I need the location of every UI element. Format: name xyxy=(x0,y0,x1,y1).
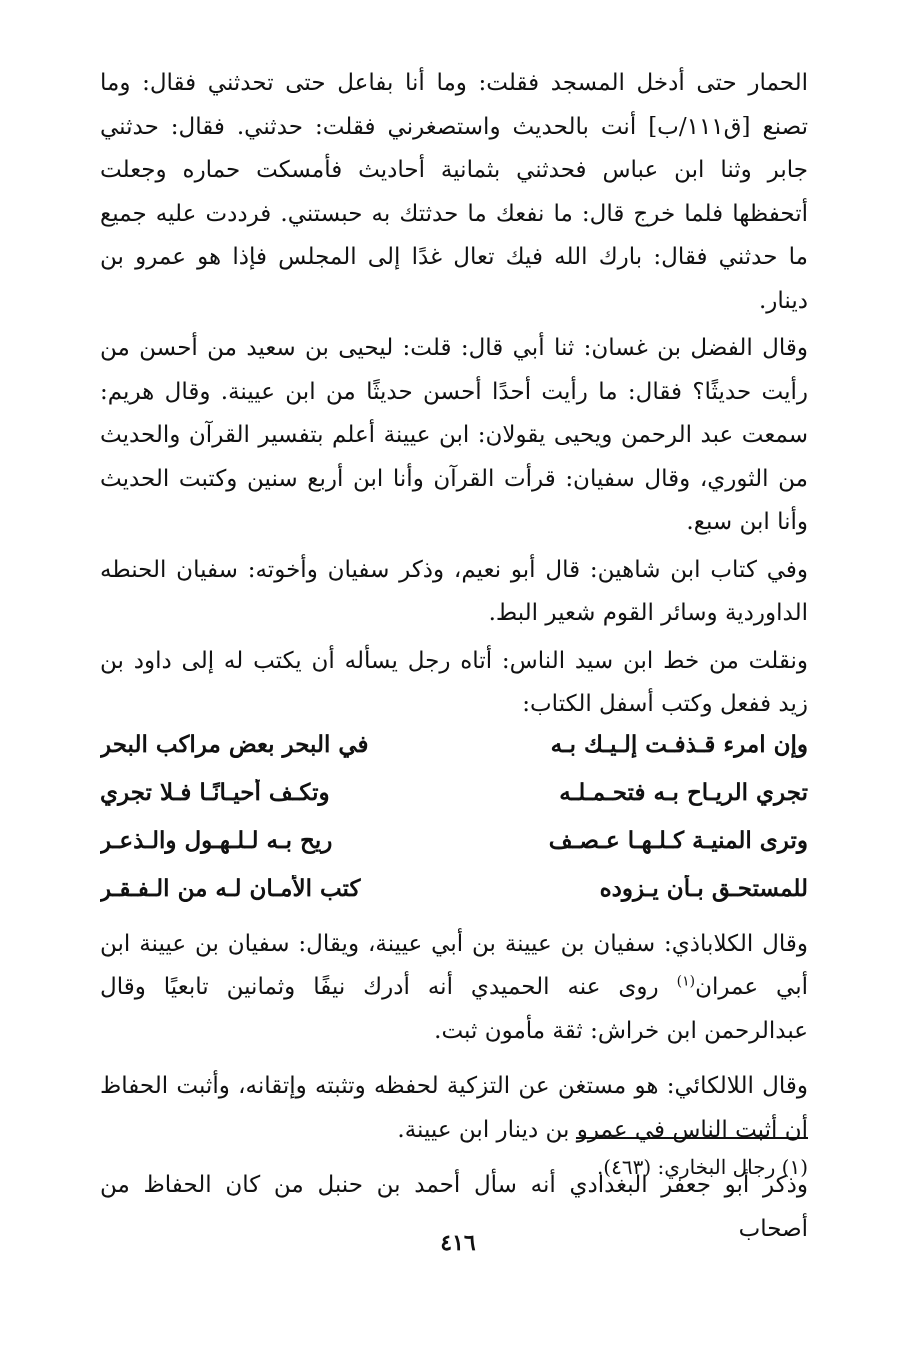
paragraph-6: وقال اللالكائي: هو مستغن عن التزكية لحفظه وتثبته وإتقانه، وأثبت الحفاظ أن أثبت الناس في عمرو بن دينار ابن عيينة. xyxy=(100,1073,808,1143)
paragraph-7: وذكر أبو جعفر البغدادي أنه سأل أحمد بن حنبل من كان الحفاظ من أصحاب xyxy=(100,1172,808,1242)
poem-hemistich-second: كتب الأمـان لـه من الـفـقـر xyxy=(100,874,361,902)
paragraph-4: ونقلت من خط ابن سيد الناس: أتاه رجل يسأله أن يكتب له إلى داود بن زيد ففعل وكتب أسفل الكتاب: xyxy=(100,647,808,717)
footnote: (١) رجال البخاري: (٤٦٣). xyxy=(596,1155,808,1179)
paragraph-5-part-b: روى عنه الحميدي أنه أدرك نيفًا وثمانين تابعيًا وقال عبدالرحمن ابن خراش: ثقة مأمون ثبت. xyxy=(100,974,808,1044)
poem-verse xyxy=(100,827,808,875)
poem-verse xyxy=(100,731,808,779)
page-body xyxy=(100,62,808,1251)
poem xyxy=(100,731,808,923)
poem-hemistich-second: في البحر بعض مراكب البحر xyxy=(100,730,369,758)
poem-hemistich-second: وتكـف أحيـانًـا فـلا تجري xyxy=(100,778,330,806)
poem-hemistich-first: وإن امرء قـذفـت إلـيـك بـه xyxy=(550,730,808,758)
paragraph-1: الحمار حتى أدخل المسجد فقلت: وما أنا بفاعل حتى تحدثني فقال: وما تصنع [ق١١١/ب] أنت بالحديث واستصغرني فقلت: حدثني. فقال: حدثني جابر وثنا ابن عباس فحدثني بثمانية أحاديث فأمسكت حماره وجعلت أتحفظها فلما خرج قال: ما نفعك ما حدثتك به حبستني. فرددت عليه جميع ما حدثني فقال: بارك الله فيك تعال غدًا إلى المجلس فإذا هو عمرو بن دينار. xyxy=(100,70,808,314)
poem-verse xyxy=(100,875,808,923)
page-number: ٤١٦ xyxy=(440,1230,476,1256)
poem-hemistich-first: للمستحـق بـأن يـزوده xyxy=(599,874,808,902)
poem-hemistich-first: تجري الريـاح بـه فتحـمـلـه xyxy=(559,778,808,806)
poem-hemistich-second: ريح بـه لـلـهـول والـذعـر xyxy=(100,826,333,854)
paragraph-3: وفي كتاب ابن شاهين: قال أبو نعيم، وذكر سفيان وأخوته: سفيان الحنطه الداوردية وسائر القوم شعير البط. xyxy=(100,556,808,626)
footnote-marker: (١) xyxy=(676,973,696,990)
paragraph-2: وقال الفضل بن غسان: ثنا أبي قال: قلت: ليحيى بن سعيد من أحسن من رأيت حديثًا؟ فقال: ما رأيت أحدًا أحسن حديثًا من ابن عيينة. وقال هريم: سمعت عبد الرحمن ويحيى يقولان: ابن عيينة أعلم بتفسير القرآن والحديث من الثوري، وقال سفيان: قرأت القرآن وأنا ابن أربع سنين وكتبت الحديث وأنا ابن سبع. xyxy=(100,335,808,535)
footnote-divider xyxy=(576,1137,808,1139)
paragraph-5-part-a: وقال الكلاباذي: سفيان بن عيينة بن أبي عيينة، ويقال: سفيان بن عيينة ابن أبي عمران xyxy=(100,930,808,1000)
paragraph-5 xyxy=(100,923,808,1054)
poem-verse xyxy=(100,779,808,827)
poem-hemistich-first: وترى المنيـة كـلـهـا عـصـف xyxy=(548,826,808,854)
